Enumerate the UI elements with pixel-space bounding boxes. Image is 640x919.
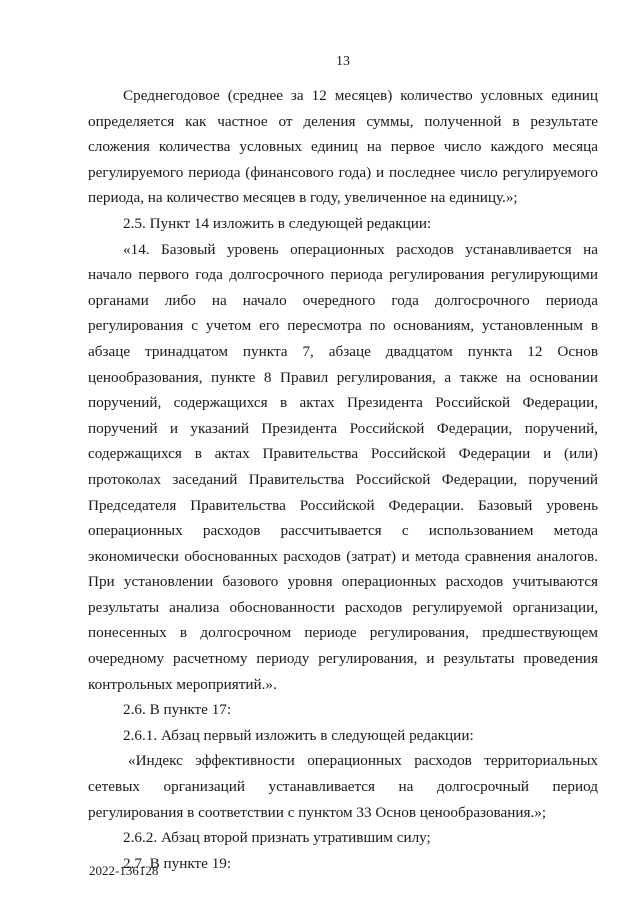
paragraph-efficiency-index: «Индекс эффективности операционных расходов территориальных сетевых организаций устанавливается на долгосрочный период регулирования в соответствии с пунктом 33 Основ ценообразования.»; <box>88 752 598 821</box>
paragraph-average-units: Среднегодовое (среднее за 12 месяцев) количество условных единиц определяется как частное от деления суммы, полученной в результате сложения количества условных единиц на первое число каждого месяца регулируемого периода (финансового года) и последнее число регулируемого периода, на количество месяцев в году, увеличенное на единицу.»; <box>88 87 598 207</box>
document-code: 2022-136128 <box>89 863 159 878</box>
paragraph-item-2-5: 2.5. Пункт 14 изложить в следующей редакции: <box>123 214 432 232</box>
page-number: 13 <box>336 54 350 69</box>
paragraph-item-2-6-2: 2.6.2. Абзац второй признать утратившим силу; <box>123 829 431 847</box>
paragraph-item-14-text: «14. Базовый уровень операционных расходов устанавливается на начало первого года долгосрочного периода регулирования регулирующими органами либо на начало очередного года долгосрочного периода регулирования с учетом его пересмотра по основаниям, установленным в абзаце тринадцатом пункта 7, абзаце двадцатом пункта 12 Основ ценообразования, пункте 8 Правил регулирования, а также на основании поручений, содержащихся в актах Президента Российской Федерации, поручений и указаний Президента Российской Федерации, поручений, содержащихся в актах Правительства Российской Федерации и (или) протоколах заседаний Правительства Российской Федерации, поручений Председателя Правительства Российской Федерации. Базовый уровень операционных расходов рассчитывается с использованием метода экономически обоснованных расходов (затрат) и метода сравнения аналогов. При установлении базового уровня операционных расходов учитываются результаты анализа обоснованности расходов регулируемой организации, понесенных в долгосрочном периоде регулирования, предшествующем очередному расчетному периоду регулирования, и результаты проведения контрольных мероприятий.». <box>88 240 598 693</box>
document-body <box>88 83 598 876</box>
paragraph-item-2-7: 2.7. В пункте 19: <box>123 854 232 872</box>
paragraph-item-2-6: 2.6. В пункте 17: <box>123 701 232 719</box>
paragraph-item-2-6-1: 2.6.1. Абзац первый изложить в следующей редакции: <box>123 726 474 744</box>
